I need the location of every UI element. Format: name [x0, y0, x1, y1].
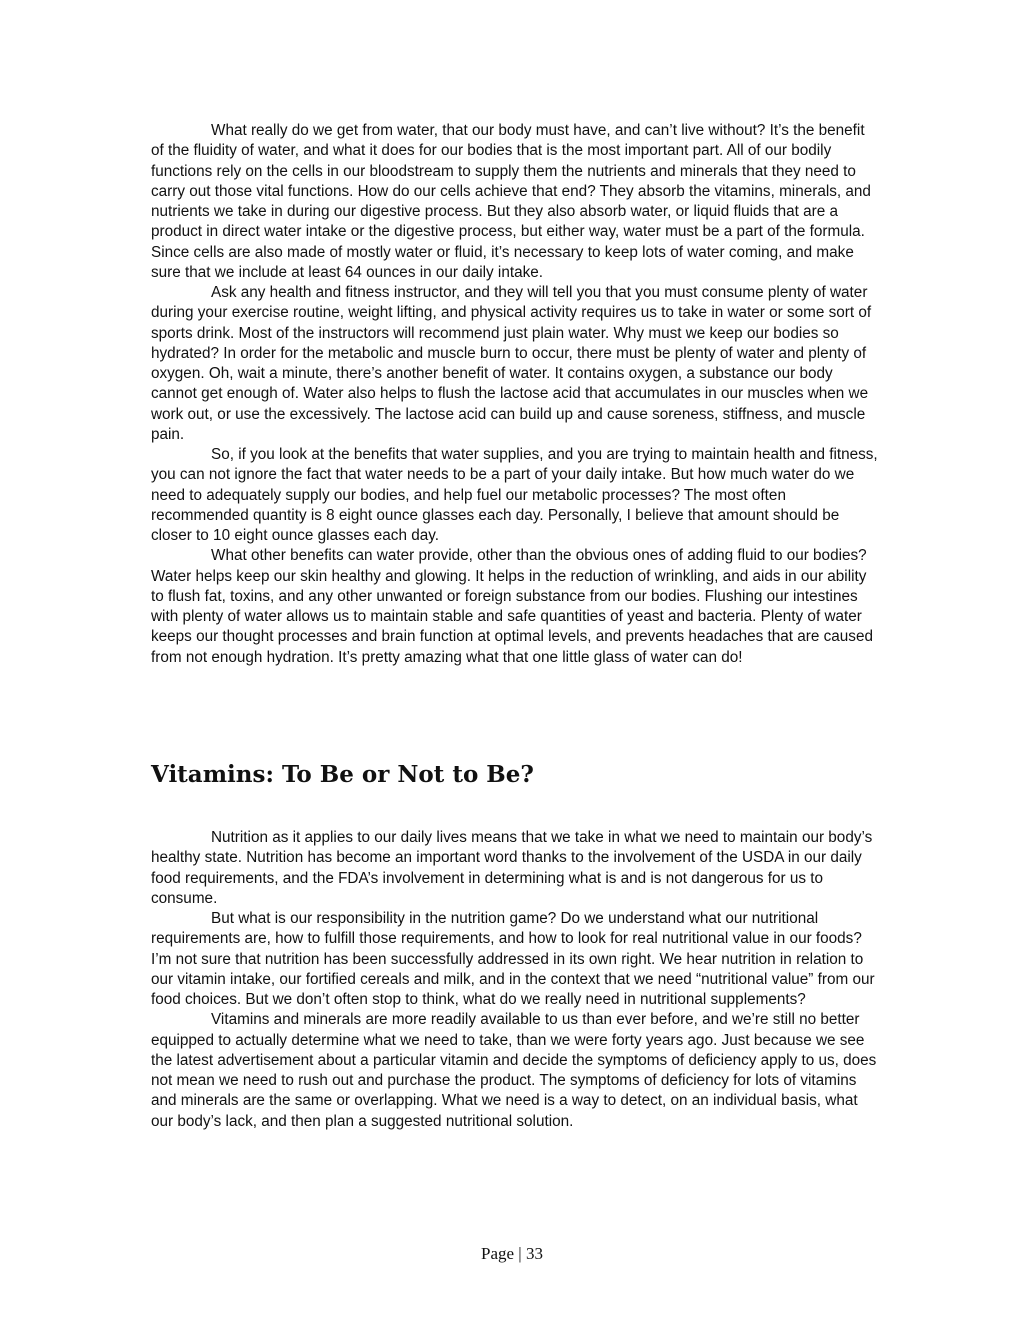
paragraph: Nutrition as it applies to our daily lives means that we take in what we need to maintain our body’s healthy state. Nutrition has become an important word thanks to the involvement of the USDA in our daily food requirements, and the FDA’s involvement in determining what is and is not dangerous for us to consume. [151, 829, 873, 907]
paragraph: So, if you look at the benefits that water supplies, and you are trying to maintain health and fitness, you can not ignore the fact that water needs to be a part of your daily intake. But how much water do we need to adequately supply our bodies, and help fuel our metabolic processes? The most often recommended quantity is 8 eight ounce glasses each day. Personally, I believe that amount should be closer to 10 eight ounce glasses each day. [151, 446, 878, 544]
page-number: Page | 33 [481, 1244, 543, 1263]
paragraph: But what is our responsibility in the nutrition game? Do we understand what our nutritional requirements are, how to fulfill those requirements, and how to look for real nutritional value in our foods? I’m not sure that nutrition has been successfully addressed in its own right. We hear nutrition in relation to our vitamin intake, our fortified cereals and milk, and in the context that we need “nutritional value” from our food choices. But we don’t often stop to think, what do we really need in nutritional supplements? [151, 910, 875, 1008]
paragraph: What really do we get from water, that our body must have, and can’t live without? It’s the benefit of the fluidity of water, and what it does for our bodies that is the most important part. All of our bodily functions rely on the cells in our bloodstream to supply them the nutrients and minerals that they need to carry out those vital functions. How do our cells achieve that end? They absorb the vitamins, minerals, and nutrients we take in during our digestive process. But they also absorb water, or liquid fluids that are a product in direct water intake or the digestive process, but either way, water must be a part of the formula. Since cells are also made of mostly water or fluid, it’s necessary to keep lots of water coming, and make sure that we include at least 64 ounces in our daily intake. [151, 122, 871, 281]
paragraph: What other benefits can water provide, other than the obvious ones of adding fluid to our bodies? Water helps keep our skin healthy and glowing. It helps in the reduction of wrinkling, and aids in our ability to flush fat, toxins, and any other unwanted or foreign substance from our bodies. Flushing our intestines with plenty of water allows us to maintain stable and safe quantities of yeast and bacteria. Plenty of water keeps our thought processes and brain function at optimal levels, and prevents headaches that are caused from not enough hydration. It’s pretty amazing what that one little glass of water can do! [151, 547, 873, 666]
paragraph: Ask any health and fitness instructor, and they will tell you that you must consume plenty of water during your exercise routine, weight lifting, and physical activity requires us to take in water or some sort of sports drink. Most of the instructors will recommend just plain water. Why must we keep our bodies so hydrated? In order for the metabolic and muscle burn to occur, there must be plenty of water and plenty of oxygen. Oh, wait a minute, there’s another benefit of water. It contains oxygen, a substance our body cannot get enough of. Water also helps to flush the lactose acid that accumulates in our muscles when we work out, or use the excessively. The lactose acid can build up and cause soreness, stiffness, and muscle pain. [151, 284, 872, 443]
body-section-water [151, 121, 879, 668]
paragraph: Vitamins and minerals are more readily available to us than ever before, and we’re still no better equipped to actually determine what we need to take, than we were forty years ago. Just because we see the latest advertisement about a particular vitamin and decide the symptoms of deficiency apply to us, does not mean we need to rush out and purchase the product. The symptoms of deficiency for lots of vitamins and minerals are the same or overlapping. What we need is a way to detect, on an individual basis, what our body’s lack, and then plan a suggested nutritional solution. [151, 1011, 877, 1130]
section-heading: Vitamins: To Be or Not to Be? [151, 761, 534, 788]
body-section-vitamins [151, 828, 879, 1132]
